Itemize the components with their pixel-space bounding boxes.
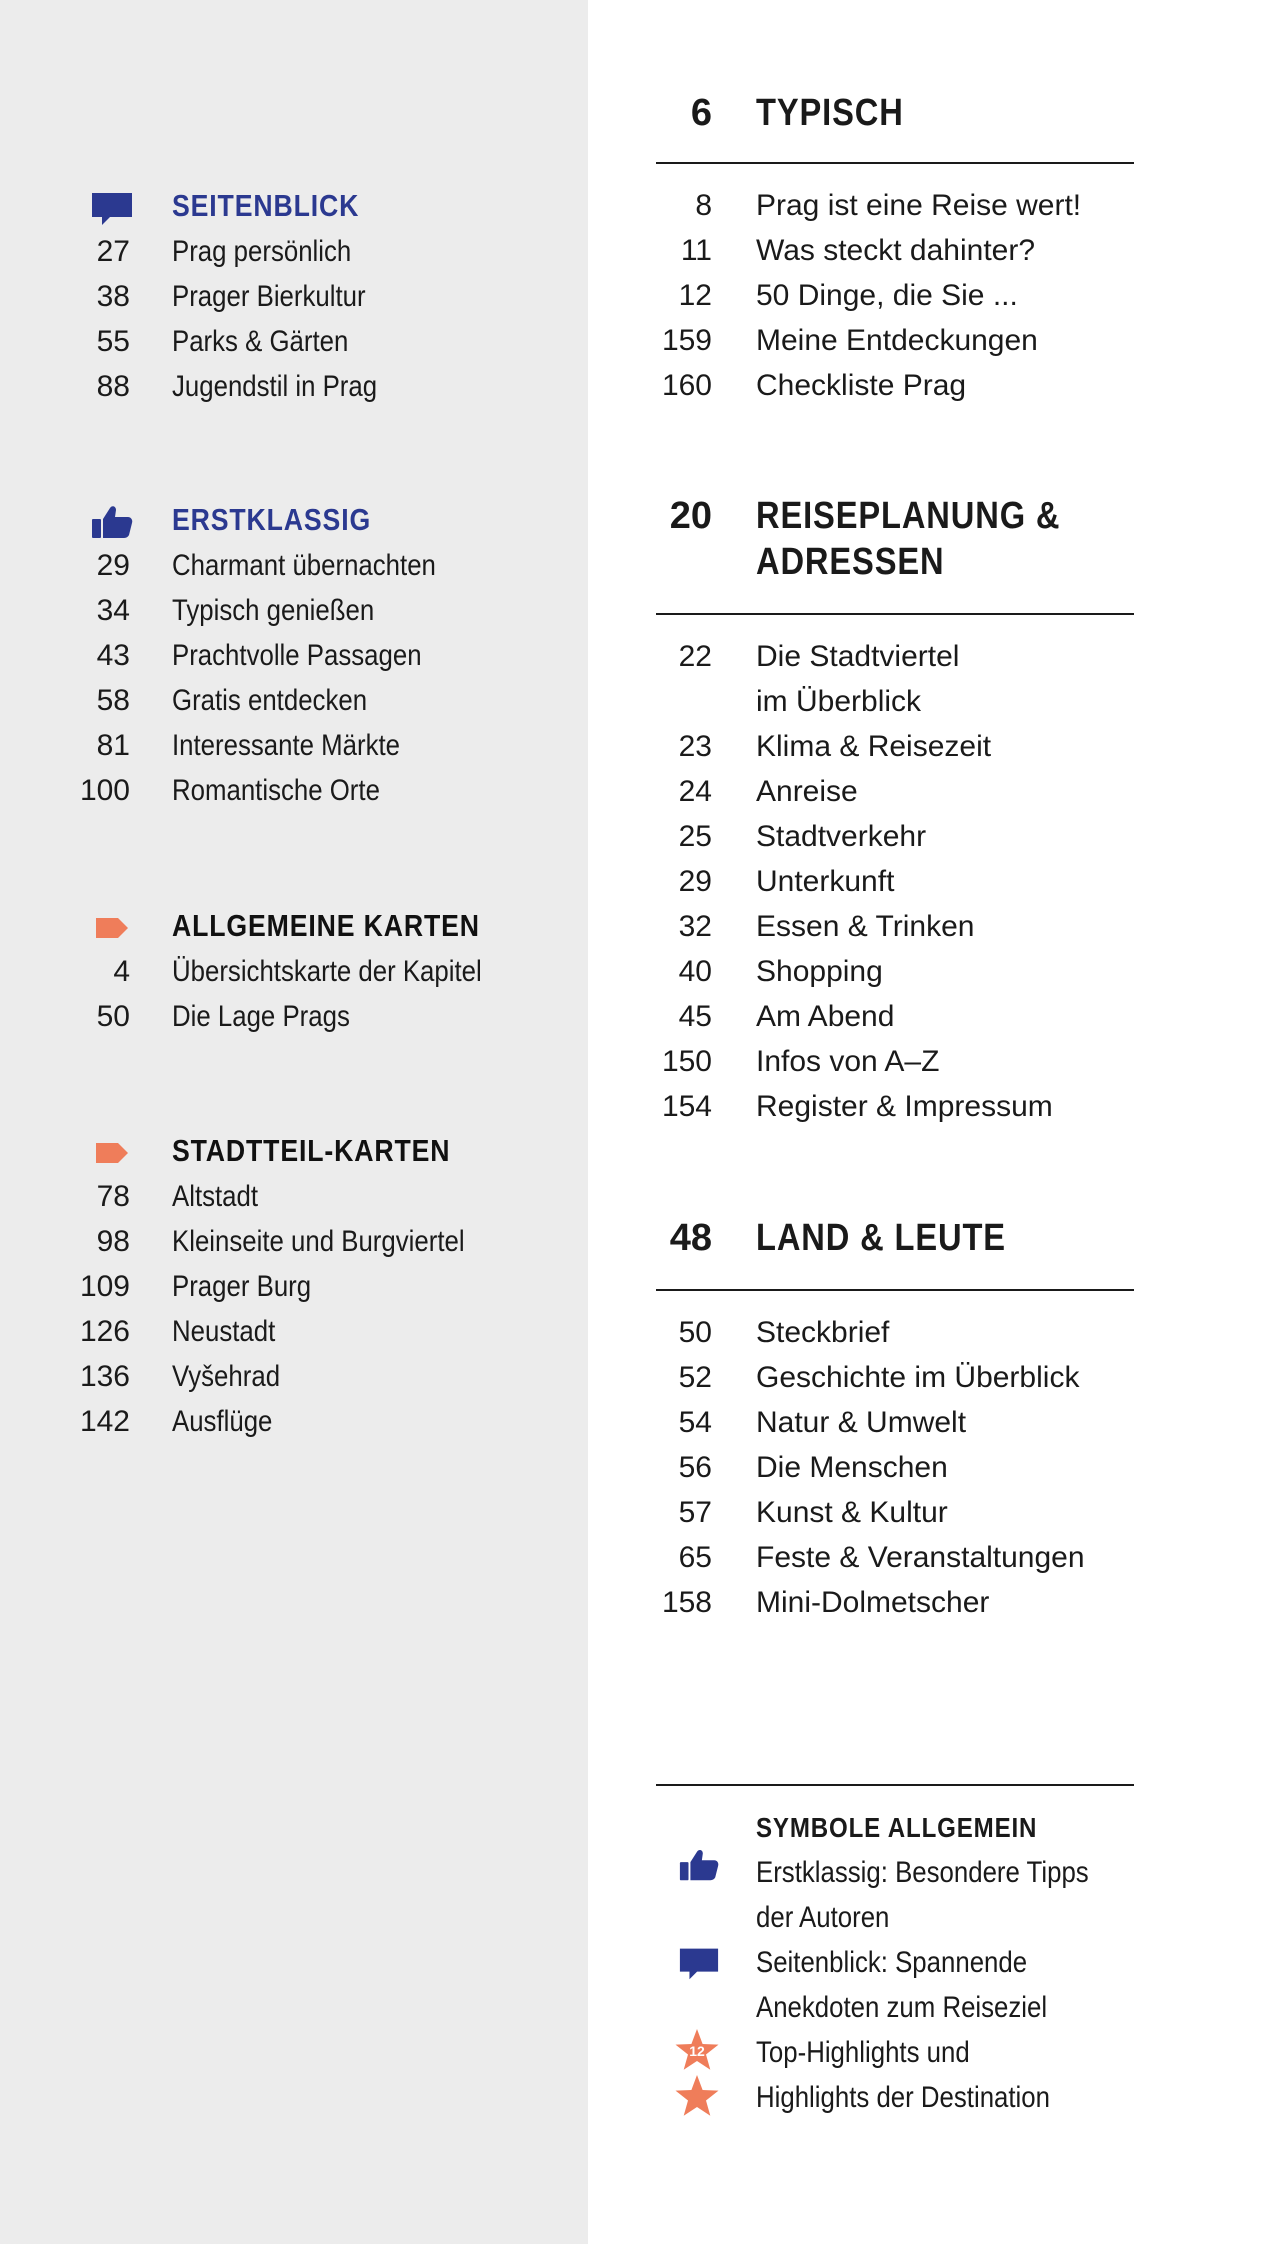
toc-entry[interactable] bbox=[656, 363, 1136, 408]
toc-entry[interactable] bbox=[656, 904, 1136, 949]
speech-bubble-icon bbox=[678, 1946, 720, 1980]
toc-entry[interactable] bbox=[656, 859, 1136, 904]
entry-label: 50 Dinge, die Sie ... bbox=[756, 279, 1018, 312]
entry-label: Neustadt bbox=[172, 1315, 276, 1348]
toc-entry[interactable] bbox=[656, 1580, 1136, 1625]
entry-label: Klima & Reisezeit bbox=[756, 730, 992, 763]
toc-entry[interactable] bbox=[0, 723, 588, 768]
section-erstklassig bbox=[0, 497, 588, 813]
entry-label: im Überblick bbox=[756, 685, 922, 718]
toc-entry[interactable] bbox=[656, 994, 1136, 1039]
page-number: 45 bbox=[678, 1000, 712, 1033]
toc-entry[interactable] bbox=[0, 1219, 588, 1264]
entry-label: Die Menschen bbox=[756, 1451, 948, 1484]
toc-entry[interactable] bbox=[656, 949, 1136, 994]
entry-label: Checkliste Prag bbox=[756, 369, 967, 402]
chapter-header[interactable] bbox=[656, 1215, 1136, 1265]
entry-label: Essen & Trinken bbox=[756, 910, 975, 943]
chapter-page-number: 20 bbox=[669, 495, 712, 537]
page-number: 150 bbox=[661, 1045, 712, 1078]
chapter-page-number: 48 bbox=[669, 1217, 712, 1259]
page-number: 38 bbox=[96, 280, 130, 313]
toc-entry[interactable] bbox=[0, 633, 588, 678]
page-number: 24 bbox=[678, 775, 712, 808]
toc-entry[interactable] bbox=[656, 1400, 1136, 1445]
chapter-divider bbox=[656, 162, 1134, 164]
page-number: 12 bbox=[678, 279, 712, 312]
section-allgemeine-karten bbox=[0, 903, 588, 1039]
toc-entry[interactable] bbox=[656, 183, 1136, 228]
entry-label: Prachtvolle Passagen bbox=[172, 639, 422, 672]
entry-label: Prag persönlich bbox=[172, 235, 352, 268]
toc-entry[interactable] bbox=[656, 228, 1136, 273]
section-stadtteil-karten bbox=[0, 1128, 588, 1444]
entry-label: Unterkunft bbox=[756, 865, 895, 898]
toc-entry[interactable] bbox=[656, 634, 1136, 679]
legend-text: Seitenblick: Spannende bbox=[756, 1946, 1028, 1979]
entry-label: Shopping bbox=[756, 955, 883, 988]
page-number: 25 bbox=[678, 820, 712, 853]
toc-entry[interactable] bbox=[0, 364, 588, 409]
toc-entry[interactable] bbox=[656, 318, 1136, 363]
page-number: 126 bbox=[79, 1315, 130, 1348]
thumbs-up-icon bbox=[90, 505, 134, 539]
entry-label: Gratis entdecken bbox=[172, 684, 368, 717]
chapter-typisch bbox=[656, 90, 1136, 402]
toc-entry[interactable] bbox=[0, 588, 588, 633]
section-header bbox=[0, 497, 588, 543]
entry-label: Jugendstil in Prag bbox=[172, 370, 378, 403]
chapter-title: TYPISCH bbox=[756, 92, 904, 134]
entry-label: Kunst & Kultur bbox=[756, 1496, 948, 1529]
page-number: 11 bbox=[680, 234, 712, 267]
page-number: 142 bbox=[79, 1405, 130, 1438]
toc-entry[interactable] bbox=[656, 1310, 1136, 1355]
entry-label: Übersichtskarte der Kapitel bbox=[172, 955, 482, 988]
tag-arrow-icon bbox=[90, 915, 134, 949]
page-number: 159 bbox=[661, 324, 712, 357]
page-number: 32 bbox=[678, 910, 712, 943]
chapter-divider bbox=[656, 613, 1134, 615]
symbols-divider bbox=[656, 1784, 1134, 1786]
chapter-land-leute bbox=[656, 1215, 1136, 1619]
toc-entry-continuation bbox=[656, 679, 1136, 724]
page-number: 88 bbox=[96, 370, 130, 403]
legend-text: der Autoren bbox=[756, 1901, 890, 1934]
toc-entry[interactable] bbox=[656, 724, 1136, 769]
page-number: 158 bbox=[661, 1586, 712, 1619]
toc-entry[interactable] bbox=[0, 274, 588, 319]
toc-entry[interactable] bbox=[0, 1399, 588, 1444]
page-number: 27 bbox=[96, 235, 130, 268]
page-number: 57 bbox=[678, 1496, 712, 1529]
entry-label: Prager Bierkultur bbox=[172, 280, 366, 313]
entry-label: Prager Burg bbox=[172, 1270, 312, 1303]
legend-text: Erstklassig: Besondere Tipps bbox=[756, 1856, 1089, 1889]
page-number: 23 bbox=[678, 730, 712, 763]
page-number: 154 bbox=[661, 1090, 712, 1123]
page-number: 55 bbox=[96, 325, 130, 358]
page-number: 52 bbox=[678, 1361, 712, 1394]
chapter-title-line2: ADRESSEN bbox=[756, 541, 945, 583]
entry-label: Mini-Dolmetscher bbox=[756, 1586, 990, 1619]
toc-entry[interactable] bbox=[656, 769, 1136, 814]
chapter-divider bbox=[656, 1289, 1134, 1291]
toc-entry[interactable] bbox=[0, 768, 588, 813]
toc-entry[interactable] bbox=[0, 949, 588, 994]
chapter-reiseplanung bbox=[656, 493, 1136, 1123]
toc-entry[interactable] bbox=[0, 543, 588, 588]
toc-entry[interactable] bbox=[656, 1084, 1136, 1129]
entry-label: Steckbrief bbox=[756, 1316, 890, 1349]
entry-label: Parks & Gärten bbox=[172, 325, 349, 358]
page-number: 100 bbox=[79, 774, 130, 807]
chapter-title: REISEPLANUNG & bbox=[756, 495, 1061, 537]
toc-entry[interactable] bbox=[656, 814, 1136, 859]
page-number: 65 bbox=[678, 1541, 712, 1574]
toc-entry[interactable] bbox=[0, 319, 588, 364]
thumbs-up-icon bbox=[678, 1848, 720, 1882]
entry-label: Infos von A–Z bbox=[756, 1045, 940, 1078]
toc-entry[interactable] bbox=[0, 1264, 588, 1309]
toc-entry[interactable] bbox=[656, 1355, 1136, 1400]
section-header bbox=[0, 903, 588, 949]
chapter-header[interactable] bbox=[656, 493, 1136, 587]
page-number: 98 bbox=[96, 1225, 130, 1258]
entry-label: Romantische Orte bbox=[172, 774, 380, 807]
entry-label: Meine Entdeckungen bbox=[756, 324, 1038, 357]
page-number: 54 bbox=[678, 1406, 712, 1439]
page-number: 34 bbox=[96, 594, 130, 627]
entry-label: Ausflüge bbox=[172, 1405, 273, 1438]
legend-text: Highlights der Destination bbox=[756, 2081, 1050, 2114]
legend-text: Top-Highlights und bbox=[756, 2036, 970, 2069]
entry-label: Was steckt dahinter? bbox=[756, 234, 1036, 267]
page-number: 22 bbox=[678, 640, 712, 673]
toc-entry[interactable] bbox=[656, 1535, 1136, 1580]
page-number: 160 bbox=[661, 369, 712, 402]
section-header bbox=[0, 1128, 588, 1174]
entry-label: Vyšehrad bbox=[172, 1360, 281, 1393]
entry-label: Kleinseite und Burgviertel bbox=[172, 1225, 465, 1258]
toc-entry[interactable] bbox=[0, 1174, 588, 1219]
section-title: SEITENBLICK bbox=[172, 188, 360, 223]
page-number: 8 bbox=[695, 189, 712, 222]
star-icon bbox=[674, 2074, 720, 2120]
page-number: 50 bbox=[96, 1000, 130, 1033]
page-number: 29 bbox=[678, 865, 712, 898]
entry-label: Stadtverkehr bbox=[756, 820, 927, 853]
page-number: 81 bbox=[96, 729, 130, 762]
page-number: 50 bbox=[678, 1316, 712, 1349]
entry-label: Altstadt bbox=[172, 1180, 259, 1213]
toc-entry[interactable] bbox=[0, 1309, 588, 1354]
toc-entry[interactable] bbox=[0, 678, 588, 723]
section-title: ALLGEMEINE KARTEN bbox=[172, 908, 480, 943]
entry-label: Prag ist eine Reise wert! bbox=[756, 189, 1082, 222]
speech-bubble-icon bbox=[90, 191, 134, 225]
section-title: STADTTEIL-KARTEN bbox=[172, 1133, 451, 1168]
page-number: 56 bbox=[678, 1451, 712, 1484]
page-number: 78 bbox=[96, 1180, 130, 1213]
entry-label: Geschichte im Überblick bbox=[756, 1361, 1080, 1394]
entry-label: Die Stadtviertel bbox=[756, 640, 960, 673]
section-header bbox=[0, 183, 588, 229]
entry-label: Die Lage Prags bbox=[172, 1000, 350, 1033]
toc-entry[interactable] bbox=[0, 1354, 588, 1399]
entry-label: Am Abend bbox=[756, 1000, 895, 1033]
tag-arrow-icon bbox=[90, 1140, 134, 1174]
chapter-page-number: 6 bbox=[690, 92, 712, 134]
entry-label: Charmant übernachten bbox=[172, 549, 436, 582]
svg-text:12: 12 bbox=[689, 2043, 705, 2059]
entry-label: Typisch genießen bbox=[172, 594, 375, 627]
page-number: 58 bbox=[96, 684, 130, 717]
legend-text: Anekdoten zum Reiseziel bbox=[756, 1991, 1048, 2024]
section-title: ERSTKLASSIG bbox=[172, 502, 372, 537]
section-seitenblick bbox=[0, 183, 588, 409]
toc-entry[interactable] bbox=[0, 994, 588, 1039]
toc-entry[interactable] bbox=[0, 229, 588, 274]
entry-label: Natur & Umwelt bbox=[756, 1406, 967, 1439]
page-number: 40 bbox=[678, 955, 712, 988]
symbols-legend-title: SYMBOLE ALLGEMEIN bbox=[756, 1812, 1038, 1843]
page-number: 43 bbox=[96, 639, 130, 672]
toc-entry[interactable] bbox=[656, 1039, 1136, 1084]
numbered-star-icon bbox=[674, 2028, 720, 2074]
page-number: 109 bbox=[79, 1270, 130, 1303]
page-number: 136 bbox=[79, 1360, 130, 1393]
page-number: 29 bbox=[96, 549, 130, 582]
page-number: 4 bbox=[113, 955, 130, 988]
chapter-title: LAND & LEUTE bbox=[756, 1217, 1006, 1259]
chapter-header[interactable] bbox=[656, 90, 1136, 160]
toc-entry[interactable] bbox=[656, 1445, 1136, 1490]
entry-label: Feste & Veranstaltungen bbox=[756, 1541, 1085, 1574]
entry-label: Anreise bbox=[756, 775, 858, 808]
toc-entry[interactable] bbox=[656, 1490, 1136, 1535]
entry-label: Interessante Märkte bbox=[172, 729, 401, 762]
toc-entry[interactable] bbox=[656, 273, 1136, 318]
entry-label: Register & Impressum bbox=[756, 1090, 1053, 1123]
